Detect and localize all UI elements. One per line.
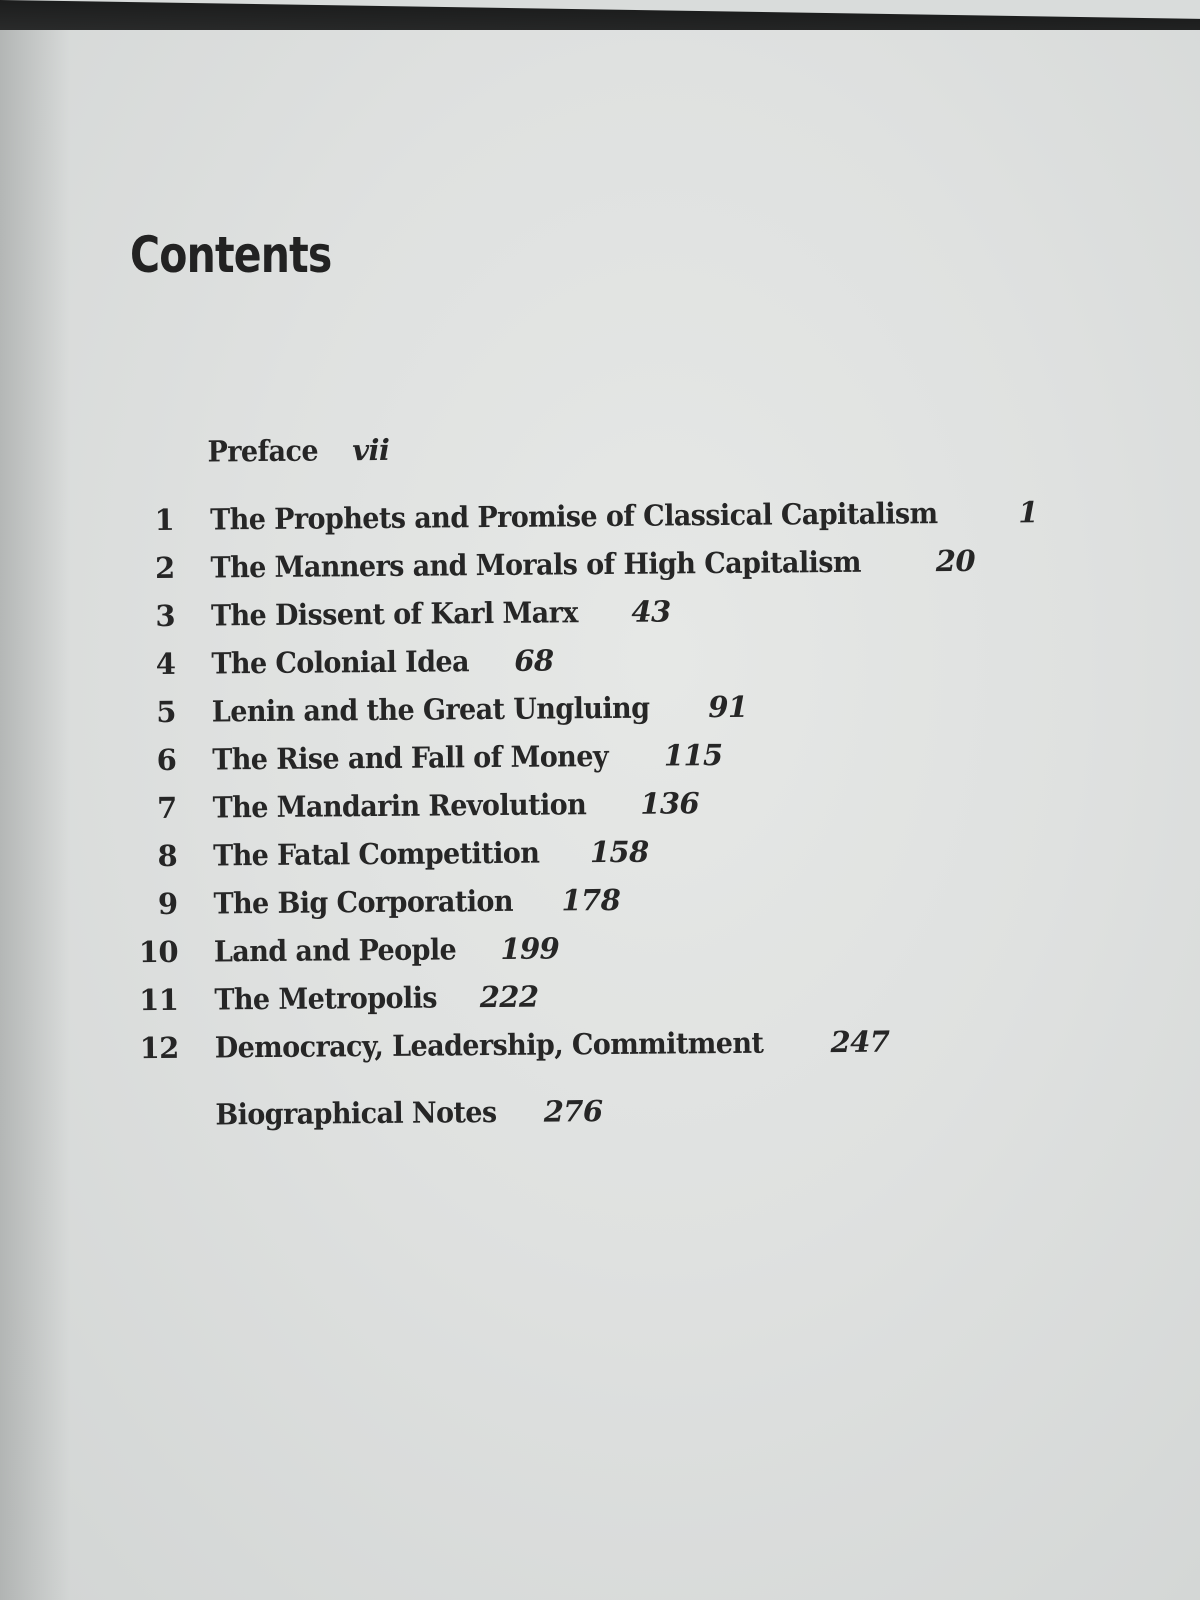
chapter-title: The Dissent of Karl Marx [210, 595, 578, 633]
chapter-title: The Fatal Competition [212, 835, 540, 873]
chapter-page: 158 [589, 834, 649, 870]
chapter-title: The Mandarin Revolution [212, 787, 587, 825]
page-title: Contents [130, 226, 332, 284]
chapter-number: 4 [155, 646, 176, 681]
chapter-title: The Big Corporation [213, 883, 514, 921]
chapter-page: 43 [631, 594, 671, 629]
chapter-page: 199 [500, 931, 560, 966]
chapter-number: 2 [154, 550, 175, 585]
toc-entry-page: vii [352, 432, 390, 468]
chapter-title: The Prophets and Promise of Classical Capitalism [210, 496, 938, 537]
chapter-page: 136 [640, 786, 700, 821]
chapter-page: 178 [561, 882, 621, 918]
chapter-title: Democracy, Leadership, Commitment [214, 1025, 764, 1065]
toc-entry-title: Biographical Notes [215, 1094, 497, 1132]
chapter-number: 5 [156, 694, 176, 729]
chapter-number: 3 [155, 598, 176, 633]
chapter-title: Lenin and the Great Ungluing [211, 690, 650, 729]
chapter-number: 8 [157, 838, 178, 873]
chapter-page: 68 [514, 643, 554, 678]
chapter-page: 247 [830, 1024, 890, 1060]
chapter-number: 7 [156, 790, 177, 825]
chapter-title: The Manners and Morals of High Capitalism [210, 544, 861, 585]
chapter-page: 115 [663, 738, 723, 773]
chapter-page: 91 [708, 689, 748, 725]
chapter-number: 10 [138, 934, 179, 970]
chapter-page: 1 [1018, 495, 1039, 530]
chapter-number: 9 [157, 886, 178, 921]
chapter-number: 11 [139, 982, 179, 1018]
chapter-number: 1 [154, 502, 175, 537]
chapter-title: Land and People [213, 932, 457, 969]
chapter-page: 20 [935, 543, 976, 579]
chapter-page: 222 [479, 979, 539, 1015]
chapter-title: The Rise and Fall of Money [212, 739, 609, 777]
chapter-title: The Colonial Idea [211, 644, 470, 681]
chapter-number: 12 [139, 1030, 179, 1066]
chapter-number: 6 [156, 742, 177, 777]
toc-entry-title: Preface [207, 433, 319, 469]
chapter-title: The Metropolis [214, 980, 438, 1017]
toc-entry-page: 276 [543, 1094, 603, 1129]
